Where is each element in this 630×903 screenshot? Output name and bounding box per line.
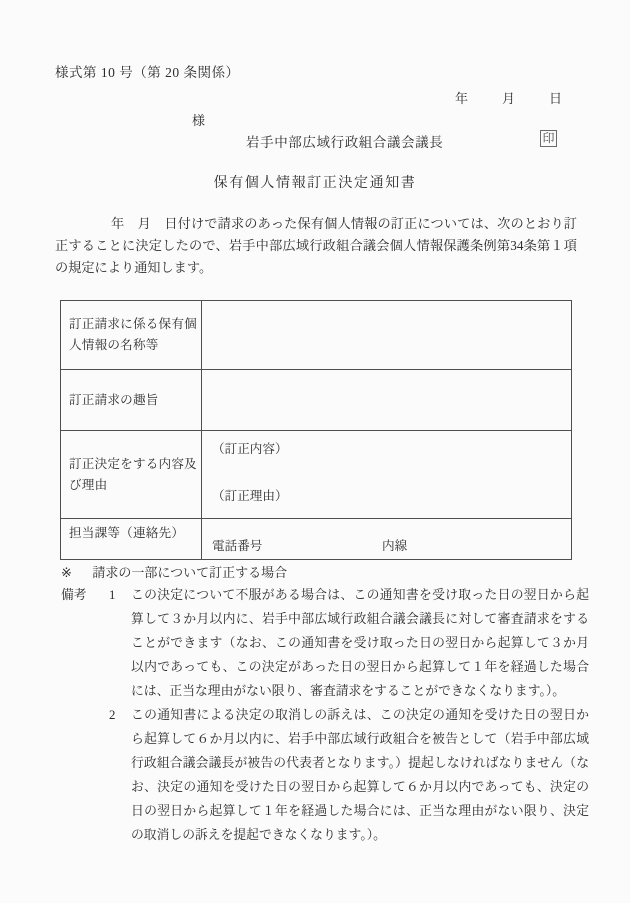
asterisk-note-text: 請求の一部について訂正する場合 bbox=[92, 565, 288, 580]
row-label-content-reason: 訂正決定をする内容及び理由 bbox=[61, 431, 202, 519]
table-row bbox=[61, 301, 572, 370]
form-number: 様式第 10 号（第 20 条関係） bbox=[55, 65, 240, 80]
remarks-label: 備考 bbox=[61, 588, 87, 602]
remarks-item-number: 2 bbox=[109, 708, 116, 722]
addressee-suffix: 様 bbox=[192, 113, 206, 128]
remarks-item-text: この決定について不服がある場合は、この通知書を受け取った日の翌日から起算して３か月以内に、岩手中部広域行政組合議会議長に対して審査請求をすることができます（なお、この通知書を受け取った日の翌日から起算して３か月以内であっても、この決定があった日の翌日から起算して１年を経過した場合には、正当な理由がない限り、審査請求をすることができなくなります。）。 bbox=[131, 588, 589, 698]
row-label-department: 担当課等（連絡先） bbox=[61, 519, 202, 560]
remarks-item bbox=[61, 583, 589, 703]
row-label-gist: 訂正請求の趣旨 bbox=[61, 370, 202, 431]
date-line bbox=[455, 88, 563, 107]
date-day: 日 bbox=[549, 91, 563, 106]
row-value-gist[interactable] bbox=[202, 370, 572, 431]
remarks-item bbox=[61, 703, 589, 847]
telephone-label: 電話番号 bbox=[212, 539, 263, 553]
row-value-content-reason[interactable] bbox=[202, 431, 572, 519]
date-month: 月 bbox=[502, 91, 516, 106]
date-year: 年 bbox=[455, 91, 469, 106]
row-value-name[interactable] bbox=[202, 301, 572, 370]
body-paragraph: 年 月 日付けで請求のあった保有個人情報の訂正については、次のとおり訂正することに決定したので、岩手中部広域行政組合議会個人情報保護条例第34条第１項の規定により通知します。 bbox=[55, 216, 577, 275]
seal-icon: 印 bbox=[540, 130, 557, 147]
remarks-block bbox=[61, 583, 589, 847]
correction-content-label: （訂正内容） bbox=[212, 442, 288, 456]
table-row bbox=[61, 519, 572, 560]
correction-reason-label: （訂正理由） bbox=[212, 489, 288, 503]
table-row bbox=[61, 370, 572, 431]
asterisk-icon: ※ bbox=[61, 565, 72, 580]
remarks-item-text: この通知書による決定の取消しの訴えは、この決定の通知を受けた日の翌日から起算して６か月以内に、岩手中部広域行政組合を被告として（岩手中部広域行政組合議会議長が被告の代表者となります。）提起しなければなりません（なお、決定の通知を受けた日の翌日から起算して６か月以内であっても、決定の日の翌日から起算して１年を経過した場合には、正当な理由がない限り、決定の取消しの訴えを提起できなくなります。）。 bbox=[131, 708, 589, 842]
asterisk-note bbox=[61, 562, 287, 581]
table-row bbox=[61, 431, 572, 519]
extension-label: 内線 bbox=[382, 539, 408, 553]
form-table bbox=[60, 300, 572, 560]
row-value-department[interactable] bbox=[202, 519, 572, 560]
page-title: 保有個人情報訂正決定通知書 bbox=[213, 176, 417, 191]
issuer-name: 岩手中部広域行政組合議会議長 bbox=[246, 135, 444, 150]
row-label-name: 訂正請求に係る保有個人情報の名称等 bbox=[61, 301, 202, 370]
remarks-item-number: 1 bbox=[109, 588, 116, 602]
